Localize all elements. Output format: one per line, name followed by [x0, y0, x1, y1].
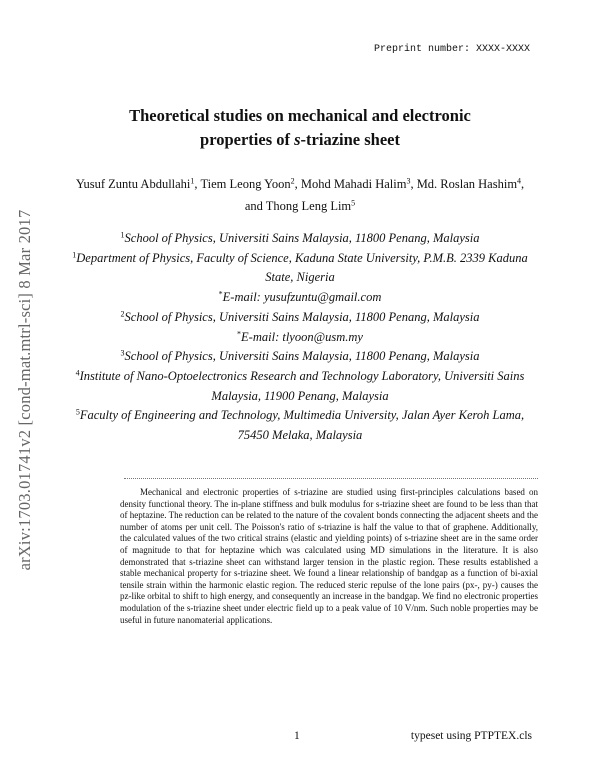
- abstract: Mechanical and electronic properties of s-triazine are studied using first-principles calculations based on density functional theory. The in-plane stiffness and bulk modulus for s-triazine sheet are found to be less than that of heptazine. The reduction can be related to the nature of the covalent bonds connecting the adjacent sheets and the number of atoms per unit cell. The Poisson's ratio of s-triazine is half the value to that of graphene. Additionally, the calculated values of the two critical strains (elastic and yielding points) of s-triazine sheet are in the same order of magnitude to that for heptazine which was calculated using MD simulations in the literature. It is also demonstrated that s-triazine sheet can withstand larger tension in the plastic region. These results established a stable mechanical property for s-triazine sheet. We found a linear relationship of bandgap as a function of bi-axial tensile strain within the harmonic elastic region. The reduced steric repulse of the lone pairs (px-, py-) causes the pz-like orbital to shift to high energy, and consequently an increase in the bandgap. We find no electronic properties modulation of the s-triazine sheet under electric field up to a peak value of 10 V/nm. Such noble properties may be useful in future nanomaterial applications.: [120, 487, 538, 625]
- author-2: , Tiem Leong Yoon: [194, 177, 291, 191]
- affiliation-5: $^4$Institute of Nano-Optoelectronics Research and Technology Laboratory, Universiti Sains Malaysia, 11900 Penang, Malaysia: [75, 368, 525, 403]
- title-line-2: properties of s-triazine sheet: [200, 130, 400, 149]
- author-3: , Mohd Mahadi Halim: [294, 177, 407, 191]
- affiliation-4: $^3$School of Physics, Universiti Sains Malaysia, 11800 Penang, Malaysia: [120, 348, 480, 364]
- email-2: *E-mail: tlyoon@usm.my: [237, 329, 363, 344]
- arxiv-sidebar: [14, 170, 36, 610]
- author-4: , Md. Roslan Hashim: [410, 177, 518, 191]
- affiliations: [70, 229, 530, 446]
- preprint-number: Preprint number: XXXX-XXXX: [373, 44, 530, 55]
- arxiv-identifier: arXiv:1703.01741v2 [cond-mat.mtrl-sci] 8 Mar 2017: [15, 209, 34, 571]
- typeset-note: typeset using PTPTEX.cls: [410, 730, 532, 742]
- affiliation-6: $^5$Faculty of Engineering and Technology, Multimedia University, Jalan Ayer Keroh Lama, 75450 Melaka, Malaysia: [75, 407, 525, 443]
- page-number: 1: [294, 730, 300, 742]
- title-line-1: Theoretical studies on mechanical and electronic: [129, 106, 471, 125]
- affiliation-1: $^1$School of Physics, Universiti Sains Malaysia, 11800 Penang, Malaysia: [120, 230, 480, 245]
- paper-title: [70, 104, 530, 152]
- email-1: *E-mail: yusufzuntu@gmail.com: [218, 289, 382, 305]
- abstract-divider: [124, 478, 538, 479]
- affiliation-2: $^1$Department of Physics, Faculty of Science, Kaduna State University, P.M.B. 2339 Kaduna State, Nigeria: [72, 250, 528, 285]
- author-1: Yusuf Zuntu Abdullahi: [75, 177, 191, 191]
- author-5: , and Thong Leng Lim: [244, 177, 525, 213]
- affiliation-3: $^2$School of Physics, Universiti Sains Malaysia, 11800 Penang, Malaysia: [120, 309, 480, 324]
- author-list: Yusuf Zuntu Abdullahi$^1$, Tiem Leong Yoon$^2$, Mohd Mahadi Halim$^3$, Md. Roslan Hashim$^4$, and Thong Leng Lim$^5$: [75, 176, 525, 213]
